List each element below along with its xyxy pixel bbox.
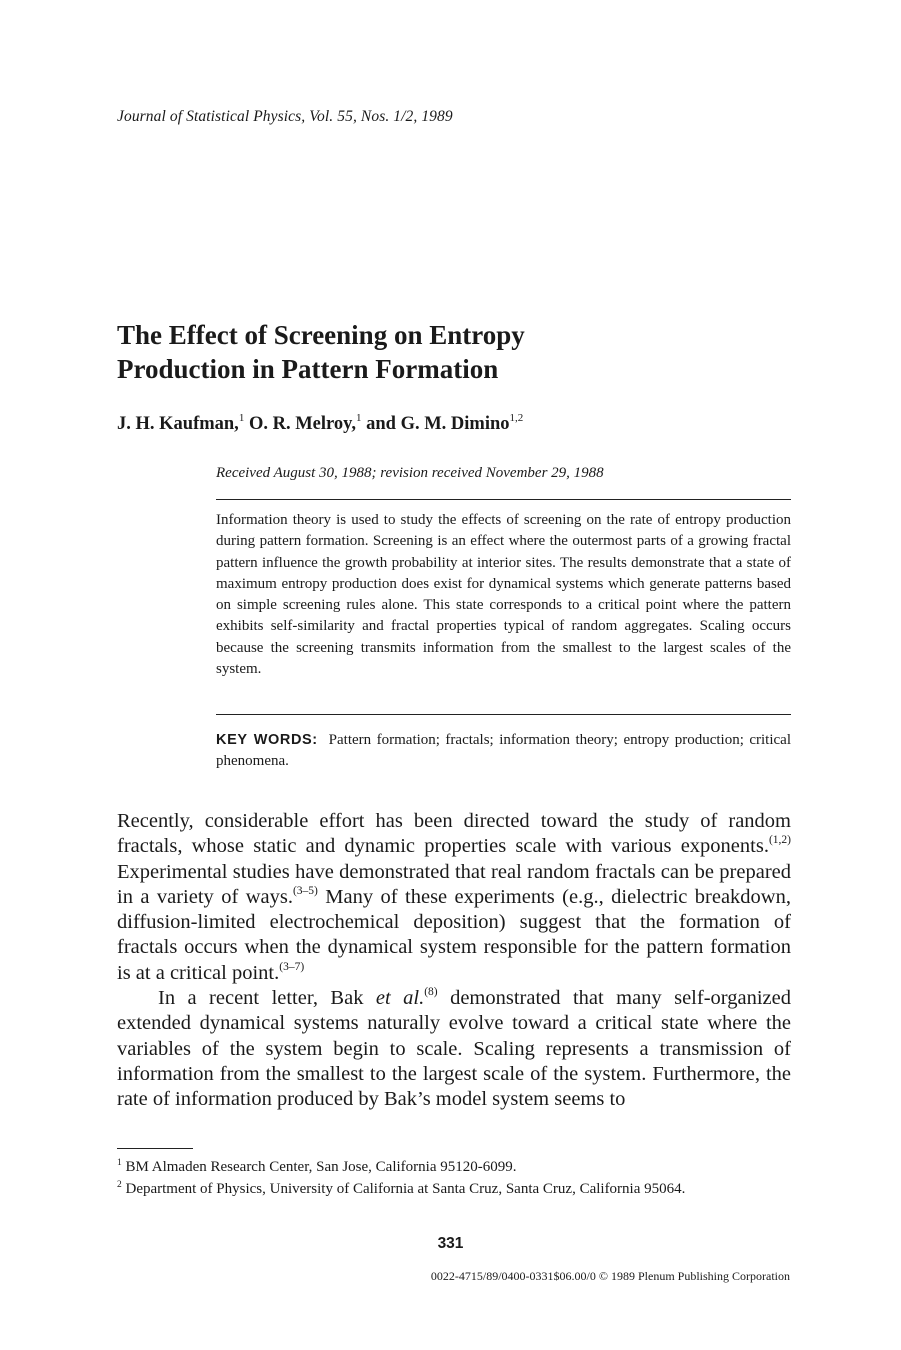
affiliation-mark: 1 [238,412,245,424]
abstract-top-rule [216,499,791,500]
body-paragraph [117,986,791,1112]
title-line: Production in Pattern Formation [117,354,499,384]
footnote-mark: 2 [117,1179,122,1190]
abstract: Information theory is used to study the effects of screening on the rate of entropy production during pattern formation. Screening is an effect where the outermost parts of a growing fractal pattern influence the growth probability at interior sites. The results demonstrate that a state of maximum entropy production does exist for dynamical systems which generate patterns based on simple screening rules alone. This state corresponds to a critical point where the pattern exhibits self-similarity and fractal properties typical of random aggregates. Scaling occurs because the screening transmits information from the smallest to the largest scales of the system. [216,512,791,678]
footnote-text: BM Almaden Research Center, San Jose, California 95120-6099. [125,1159,517,1175]
abstract-bottom-rule [216,714,791,715]
citation-ref: (1,2) [768,834,791,847]
journal-citation: Journal of Statistical Physics, Vol. 55, Nos. 1/2, 1989 [117,108,453,125]
footnote-text: Department of Physics, University of California at Santa Cruz, Santa Cruz, California 95064. [125,1180,686,1197]
article-title [117,318,717,386]
author-name: J. H. Kaufman, [117,414,239,434]
citation-ref: (8) [424,986,438,999]
copyright-line: 0022-4715/89/0400-0331$06.00/0 © 1989 Plenum Publishing Corporation [430,1269,790,1283]
paragraph-text: Many of these experiments (e.g., dielectric breakdown, diffusion-limited electrochemical deposition) suggest that the formation of fractals occurs when the dynamical system responsible for the pattern formation is at a critical point. [117,885,791,984]
author-name: G. M. Dimino [400,414,510,434]
paragraph-text: demonstrated that many self-organized extended dynamical systems naturally evolve toward a critical state where the variables of the system begin to scale. Scaling represents a transmission of information from the smallest to the largest scale of the system. Furthermore, the rate of information produced by Bak’s model system seems to [117,987,791,1111]
body-paragraph [117,809,791,986]
body-text [117,809,791,1113]
paragraph-text: Recently, considerable effort has been directed toward the study of random fractals, whose static and dynamic properties scale with various exponents. [117,810,791,858]
affiliation-mark: 1 [355,412,362,424]
footnote [117,1157,791,1179]
et-al: et al. [375,987,425,1010]
footnotes [117,1157,791,1200]
keywords-text: Pattern formation; fractals; information theory; entropy production; critical phenomena. [216,732,792,770]
footnote-rule [117,1148,193,1149]
author-conjunction: and [366,414,396,434]
author-name: O. R. Melroy, [248,414,356,434]
page-number: 331 [437,1235,464,1252]
affiliation-mark: 1,2 [509,412,524,424]
footnote-mark: 1 [117,1158,122,1168]
paragraph-text: Experimental studies have demonstrated that real random fractals can be prepared in a variety of ways. [117,860,791,908]
keywords-label: KEY WORDS: [216,732,318,748]
footnote [117,1179,791,1201]
citation-ref: (3–5) [292,884,318,897]
keywords [216,730,791,773]
title-line: The Effect of Screening on Entropy [117,320,525,350]
author-list [117,412,523,435]
citation-ref: (3–7) [279,960,305,973]
paragraph-text: In a recent letter, Bak [158,987,376,1010]
received-dates: Received August 30, 1988; revision received November 29, 1988 [216,465,604,481]
